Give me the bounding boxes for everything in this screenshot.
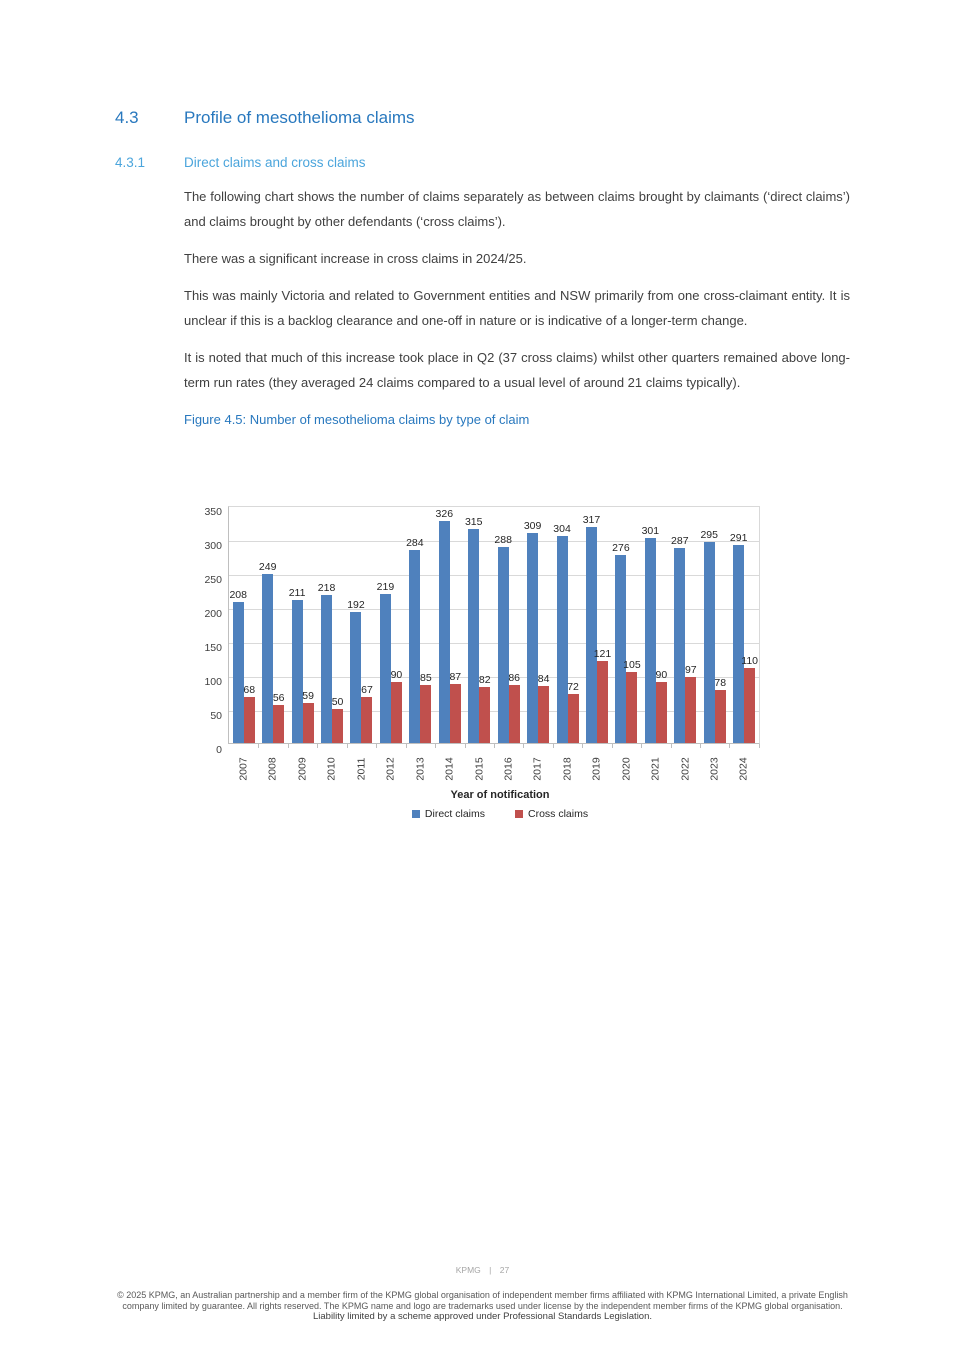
x-axis-category-label xyxy=(561,750,575,787)
section-title: Profile of mesothelioma claims xyxy=(184,108,415,127)
bar-value-label: 50 xyxy=(331,696,344,708)
x-axis-category-text: 2017 xyxy=(532,756,545,781)
x-axis-category-label xyxy=(737,750,751,787)
bar-group xyxy=(376,507,405,781)
cross-claims-bar xyxy=(331,696,344,743)
x-axis-tick xyxy=(641,744,642,748)
x-axis-category-text: 2010 xyxy=(326,756,339,781)
cross-claims-bar xyxy=(478,674,491,743)
x-axis-category-text: 2014 xyxy=(443,756,456,781)
bar-group xyxy=(729,507,759,781)
bar-value-label: 288 xyxy=(494,534,512,547)
bar-value-label: 287 xyxy=(671,534,689,547)
figure-caption: Figure 4.5: Number of mesothelioma claims by type of claim xyxy=(184,412,530,427)
direct-claims-bar xyxy=(288,586,306,743)
direct-claims-bar xyxy=(258,560,277,743)
x-axis-tick xyxy=(317,744,318,748)
cross-claims-bar xyxy=(714,676,727,743)
direct-claims-bar xyxy=(464,515,483,743)
x-axis-category-text: 2013 xyxy=(414,756,427,781)
x-axis-category-text: 2007 xyxy=(237,756,250,781)
x-axis-tick xyxy=(700,744,701,748)
footer-brand: KPMG xyxy=(455,1265,481,1275)
bar-group xyxy=(523,507,552,781)
footer-pageline xyxy=(0,1265,965,1275)
direct-claims-bar xyxy=(612,542,630,743)
bar-value-label: 86 xyxy=(508,671,520,684)
footer-liability: Liability limited by a scheme approved under Professional Standards Legislation. xyxy=(312,1311,653,1322)
x-axis-category-text: 2018 xyxy=(561,756,574,781)
x-axis-tick xyxy=(582,744,583,748)
bar-value-label: 208 xyxy=(229,588,247,601)
bar-value-label: 68 xyxy=(243,683,256,696)
cross-claims-bar xyxy=(567,681,579,743)
bar-value-label: 78 xyxy=(714,676,727,689)
x-axis-category-label xyxy=(678,750,692,787)
y-axis-tick-label: 0 xyxy=(216,744,222,756)
x-axis-category-text: 2011 xyxy=(355,757,368,780)
bar-group xyxy=(288,507,317,781)
x-axis-category-label xyxy=(531,750,545,787)
direct-claims-bar xyxy=(553,523,571,743)
subsection-heading xyxy=(115,155,366,170)
bar-value-label: 105 xyxy=(623,658,641,671)
x-axis-category-text: 2020 xyxy=(620,756,633,781)
x-axis-category-text: 2022 xyxy=(679,756,692,781)
x-axis-tick xyxy=(553,744,554,748)
bar-value-label: 291 xyxy=(729,532,748,545)
x-axis-category-text: 2023 xyxy=(708,756,721,781)
x-axis-category-label xyxy=(619,750,633,787)
bar-group xyxy=(553,507,582,781)
bar-value-label: 309 xyxy=(523,519,542,532)
chart-legend xyxy=(192,808,772,820)
body-paragraph: It is noted that much of this increase took place in Q2 (37 cross claims) whilst other quarters remained above long-term run rates (they averaged 24 claims compared to a usual level of around 21 claims typically). xyxy=(184,350,850,390)
x-axis-tick xyxy=(347,744,348,748)
y-axis-tick-label: 350 xyxy=(204,506,222,518)
bar-group xyxy=(700,507,729,781)
x-axis-tick xyxy=(406,744,407,748)
claims-bar-chart xyxy=(192,500,772,820)
bar-value-label: 315 xyxy=(464,515,483,528)
footer-page-number: 27 xyxy=(499,1265,510,1275)
x-axis-category-label xyxy=(237,750,251,787)
cross-claims-bar xyxy=(623,658,641,743)
x-axis-category-text: 2008 xyxy=(267,756,280,781)
x-axis-category-text: 2012 xyxy=(384,756,397,781)
bar-value-label: 90 xyxy=(655,668,668,681)
legend-swatch xyxy=(412,810,420,818)
x-axis-tick xyxy=(258,744,259,748)
body-copy xyxy=(184,184,850,432)
x-axis-category-text: 2015 xyxy=(473,756,486,781)
y-axis-tick-label: 100 xyxy=(204,676,222,688)
x-axis-category-label xyxy=(708,750,722,787)
cross-claims-bar xyxy=(508,671,520,743)
bar-value-label: 90 xyxy=(390,668,403,681)
direct-claims-bar xyxy=(317,581,336,743)
bar-group xyxy=(494,507,523,781)
bar-value-label: 59 xyxy=(302,689,314,702)
bar-value-label: 72 xyxy=(567,681,579,694)
bar-value-label: 249 xyxy=(258,560,277,573)
bar-value-label: 301 xyxy=(641,525,660,538)
x-axis-tick xyxy=(523,744,524,748)
y-axis-tick-label: 250 xyxy=(204,574,222,586)
bar-value-label: 211 xyxy=(288,586,306,599)
cross-claims-bar xyxy=(243,683,256,743)
bar-group xyxy=(641,507,670,781)
bar-group xyxy=(464,507,494,781)
direct-claims-bar xyxy=(376,581,395,743)
x-axis-tick xyxy=(435,744,436,748)
y-axis-tick-label: 150 xyxy=(204,642,222,654)
direct-claims-bar xyxy=(729,532,748,743)
footer-copyright: © 2025 KPMG, an Australian partnership and a member firm of the KPMG global organisation of independent member firms affiliated with KPMG International Limited, a private English company limited by guarantee. All rights reserved. The KPMG name and logo are trademarks used under license by the independent member firms of the KPMG global organisation. xyxy=(117,1290,848,1311)
x-axis-title: Year of notification xyxy=(450,789,550,801)
bar-value-label: 82 xyxy=(478,674,491,687)
bar-value-label: 284 xyxy=(406,536,424,549)
chart-body xyxy=(192,500,772,781)
x-axis-tick xyxy=(729,744,730,748)
bar-group xyxy=(612,507,641,781)
x-axis-category-label xyxy=(296,750,310,787)
x-axis-category-text: 2019 xyxy=(590,756,603,781)
cross-claims-bar xyxy=(593,647,612,743)
body-paragraphs xyxy=(184,184,850,395)
legend-item xyxy=(515,808,588,820)
cross-claims-bar xyxy=(390,668,403,743)
direct-claims-bar xyxy=(229,588,247,743)
footer-separator: | xyxy=(489,1265,492,1275)
x-axis-category-text: 2021 xyxy=(649,756,662,781)
body-paragraph: This was mainly Victoria and related to Government entities and NSW primarily from one cross-claimant entity. It is unclear if this is a backlog clearance and one-off in nature or is indicative of a longer-term change. xyxy=(184,288,850,328)
cross-claims-bar xyxy=(361,684,373,743)
cross-claims-bar xyxy=(420,672,432,743)
body-paragraph: The following chart shows the number of claims separately as between claims brought by claimants (‘direct claims’) and claims brought by other defendants (‘cross claims’). xyxy=(184,189,850,229)
cross-claims-bar xyxy=(537,672,550,743)
bar-value-label: 121 xyxy=(593,647,612,660)
legend-label: Cross claims xyxy=(528,808,589,820)
bar-group xyxy=(671,507,700,781)
direct-claims-bar xyxy=(700,529,718,743)
direct-claims-bar xyxy=(671,534,689,743)
chart-plot-area xyxy=(228,506,760,781)
direct-claims-bar xyxy=(435,508,454,743)
legend-label: Direct claims xyxy=(424,808,485,820)
direct-claims-bar xyxy=(406,536,424,743)
bar-group xyxy=(435,507,464,781)
bar-group xyxy=(347,507,376,780)
cross-claims-bar xyxy=(302,689,314,743)
bar-value-label: 326 xyxy=(435,508,454,521)
x-axis-tick xyxy=(494,744,495,748)
cross-claims-bar xyxy=(655,668,668,743)
subsection-title: Direct claims and cross claims xyxy=(184,155,366,170)
legend-swatch xyxy=(515,810,523,818)
bar-groups xyxy=(229,507,759,781)
legend-item xyxy=(412,808,485,820)
x-axis-tick xyxy=(671,744,672,748)
x-axis-category-label xyxy=(354,750,368,787)
direct-claims-bar xyxy=(347,599,365,743)
bar-value-label: 219 xyxy=(376,581,395,594)
x-axis-category-label xyxy=(472,750,486,787)
direct-claims-bar xyxy=(523,519,542,743)
bar-group xyxy=(406,507,435,781)
y-axis-tick-label: 300 xyxy=(204,540,222,552)
x-axis-tick xyxy=(759,744,760,748)
x-axis-category-label xyxy=(325,750,339,787)
cross-claims-bar xyxy=(449,670,462,743)
bar-value-label: 218 xyxy=(317,581,336,594)
bar-value-label: 295 xyxy=(700,529,718,542)
section-heading xyxy=(115,108,415,128)
bar-value-label: 304 xyxy=(553,523,571,536)
direct-claims-bar xyxy=(641,525,660,743)
bar-value-label: 56 xyxy=(272,691,285,704)
x-axis-tick xyxy=(288,744,289,748)
x-axis-category-label xyxy=(443,750,457,787)
y-axis xyxy=(192,506,228,756)
cross-claims-bar xyxy=(272,691,285,743)
bar-value-label: 317 xyxy=(582,514,601,527)
x-axis-category-label xyxy=(266,750,280,787)
bar-value-label: 110 xyxy=(741,655,759,668)
bar-group xyxy=(317,507,346,781)
x-axis-category-label xyxy=(502,750,516,787)
cross-claims-bar xyxy=(741,655,759,743)
bar-group xyxy=(582,507,612,781)
bar-value-label: 84 xyxy=(537,672,550,685)
direct-claims-bar xyxy=(582,514,601,743)
bar-value-label: 192 xyxy=(347,599,365,612)
x-axis-category-label xyxy=(384,750,398,787)
direct-claims-bar xyxy=(494,534,512,743)
cross-claims-bar xyxy=(684,664,697,743)
y-axis-tick-label: 200 xyxy=(204,608,222,620)
x-axis-category-label xyxy=(413,750,427,787)
x-axis-category-label xyxy=(649,750,663,787)
x-axis-tick xyxy=(465,744,466,748)
bar-group xyxy=(229,507,258,781)
x-axis-tick xyxy=(612,744,613,748)
x-axis-category-text: 2016 xyxy=(502,756,515,781)
bar-value-label: 67 xyxy=(361,684,373,697)
bar-value-label: 85 xyxy=(420,672,432,685)
x-axis-category-label xyxy=(590,750,604,787)
bar-group xyxy=(258,507,287,781)
subsection-number: 4.3.1 xyxy=(115,155,146,170)
y-axis-tick-label: 50 xyxy=(210,710,222,722)
x-axis-category-text: 2024 xyxy=(738,756,751,781)
section-number: 4.3 xyxy=(115,108,139,127)
x-axis-tick xyxy=(376,744,377,748)
body-paragraph: There was a significant increase in cross claims in 2024/25. xyxy=(184,251,527,266)
bar-value-label: 87 xyxy=(449,670,462,683)
bar-value-label: 276 xyxy=(612,542,630,555)
x-axis-category-text: 2009 xyxy=(296,756,309,781)
bar-value-label: 97 xyxy=(684,664,697,677)
